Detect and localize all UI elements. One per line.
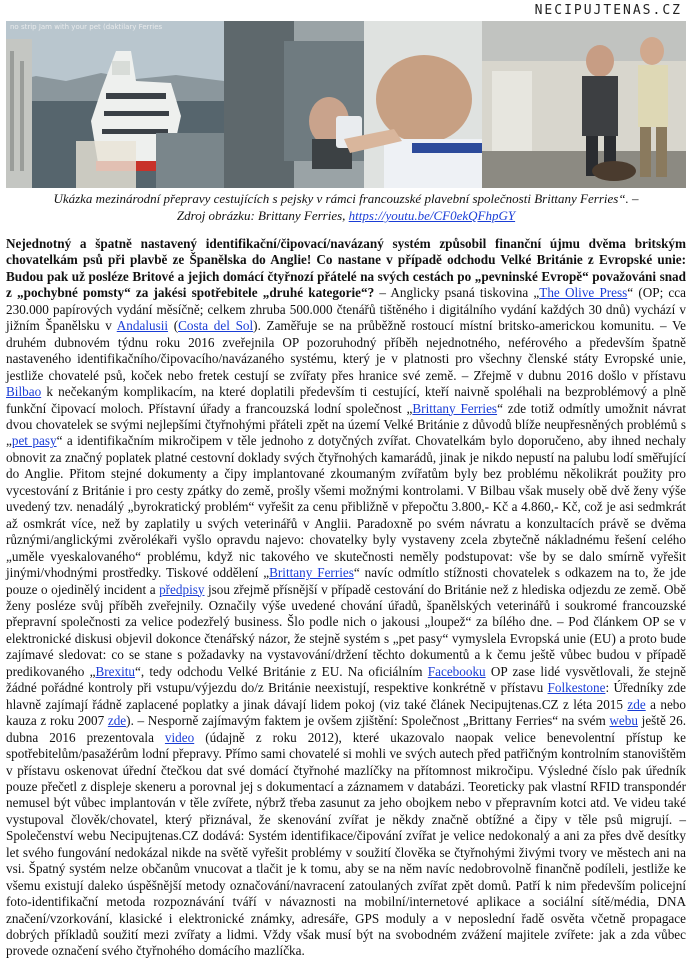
article-text: ). Zaměřuje se na průběžně rostoucí místní britsko-americkou komunitu. – Ve druhém dubnovém týdnu roku 2016 zveřejnila OP pozoruhodný příběh nejednotného, neférového a především špatně nastaveného identifikačního/čipovacího/navázaného systému, který je v platnosti pro všechny členské státy Evropské unie, jestliže chovatelé psů, koček nebo fretek cestují se zvířaty přes hranice své země. – Zřejmě v dubnu 2016 došlo v přístavu <box>6 318 686 383</box>
site-brand: NECIPUJTENAS.CZ <box>534 3 682 18</box>
passport-check-photo <box>224 21 482 188</box>
article-text: : Úředníky zde hlavně zajímají řádně zaplacené poplatky a jinak dávají lidem pokoj (viz také článek Necipujtenas.CZ z léta 2015 <box>6 680 686 712</box>
article-body <box>6 236 686 960</box>
passport-check-illustration <box>224 21 482 188</box>
brittany-ferries-link[interactable]: Brittany Ferries <box>412 400 498 416</box>
folkestone-link[interactable]: Folkestone <box>547 680 606 696</box>
brexit-link[interactable]: Brexitu <box>95 663 135 679</box>
caption-line: Ukázka mezinárodní přepravy cestujících s pejsky v rámci francouzské plavební společnosti Brittany Ferries“. – <box>53 191 639 206</box>
article-text: k nečekaným komplikacím, na které doplatili především ti cestující, kteří naivně spoléhali na bezproblémový a plně funkční čipovací moloch. Přístavní úřady a francouzská lodní společnost „ <box>6 384 686 416</box>
article-text: jsou zřejmě přísnější v případě cestování do Británie než z hlediska odjezdu ze země. Obě ženy posléze svůj příběh zveřejnily. Označily výše uvedené chování úřadů, španělských veterinářů i soukromé francouzské přepravní společnosti za velice podezřelý business. Šlo podle nich o jakousi „loupež“ za bílého dne. – Pod článkem OP se v elektronické diskusi objevil dokonce čtenářský názor, že stejně systém s „pet pasy“ vymyslela Evropská unie (EU) a proto bude zajímavé sledovat: co se stane s požadavky na vystavování/držení těchto dokumentů a k čemu ještě vůbec budou v případě predikovaného „ <box>6 581 686 679</box>
ferry-port-illustration <box>6 21 224 188</box>
article-text: – Anglicky psaná tiskovina „ <box>374 285 540 301</box>
article-text: ( <box>168 318 179 334</box>
costa-del-sol-link[interactable]: Costa del Sol <box>178 318 254 334</box>
article-text: ). – Nesporně zajímavým faktem je ovšem zjištění: Společnost „Brittany Ferries“ na svém <box>126 713 610 729</box>
article-text: “ a identifikačním mikročipem v těle jednoho z dotyčných zvířat. Chovatelkám bylo doporučeno, aby ihned nechaly obnovit za značný poplatek platné cestovní doklady svých čtyřnohých kamarádů, jinak je nikdo nepustí na palubu lodí směřující do Anglie. Přitom stejné dokumenty a čipy implantované zkoumaným zvířatům byly bez problému několikrát použity pro vycestování z Británie i pro cesty zpátky do země, prošly všemi možnými kontrolami. V Bilbau však musely obě dvě ženy výše uvedený tzv. nenadálý „byrokratický problém“ vyřešit za cenu přibližně v přepočtu 3.800,- Kč a 4.860,- Kč, což je asi sedmkrát až osmkrát více, než by zaplatily u svých veterinářů v Anglii. Paradoxně po svém návratu a konzultacích právě se dvěma různými/anglickými zvěrolékaři vyšlo opravdu najevo: chovatelky byly vystaveny zcela zbytečně nákladnému řešení celého „uměle vyeskalovaného“ problému, když nic takového ve skutečnosti neměly podstupovat: vše by se dalo smírně vyřešit jinými/vhodnými prostředky. Tiskové oddělení „ <box>6 433 686 581</box>
article-text: OP zase lidé vysvětlovali, že stejně žádné pořádné kontroly při vstupu/výjezdu do/z Británie neexistují, respektive konkrétně v přístavu <box>6 663 687 696</box>
bilbao-link[interactable]: Bilbao <box>6 384 42 400</box>
passengers-with-dog-photo <box>482 21 686 188</box>
video-overlay-text: no strip Jam with your pet (daktilary Ferries <box>10 23 163 31</box>
brittany-ferries-press-link[interactable]: Brittany Ferries <box>269 565 354 581</box>
article-text: (údajně z roku 2012), které ukazovalo naopak velice benevolentní přístup ke spotřebitelům/pasažérům lodní přepravy. Přímo sami chovatelé si mohli ve svých autech před patřičným kontrolním stanovištěm v přístavu oskenovat úřední čtečkou dat své domácí čtyřnohé mazlíčky na přítomnost mikročipu. Výsledné číslo pak úředník pouze přečetl z displeje skeneru a porovnal jej s dokumentací a záznamem v databázi. Teoreticky pak vlastní RFID transpondér nemusel být vůbec implantován v těle zvířete, nýbrž třeba zasunut za jeho obojkem nebo v přepravním kotci atd. Ve videu také vystupoval člověk/chovatel, který přiznával, že skenování zvířat je někdy značně obtížné a čipy v těle psů migrují. – Společenství webu Necipujtenas.CZ dodává: Systém identifikace/čipování zvířat je velice nedokonalý a ani za přes dvě desítky let svého fungování nedokázal nikde na světě vyřešit problémy v soužití člověka se čtyřnohými živými tvory ve městech ani na vsi. Špatný systém nelze občanům vnucovat a tlačit je k tomu, aby se na něm navíc nedobrovolně finančně podíleli, jestliže ke všemu existují daleko úspěšnější metody označování/navracení zatoulaných zvířat zpět domů. Patří k nim především policejní foto-identifikační metoda rozpoznávání tváří v návaznosti na mobilní/internetové aplikace a sociální sítě/média, DNA značení/vzorkování, klasické i elektronické známky, adresáře, GPS moduly a v neposlední řadě osvěta včetně propagace dobrých příkladů soužití mezi zvířaty a lidmi. Vždy však musí být na svobodném zvážení majitele zvířete: jak a zda vůbec provede označení svého čtyřnohého domácího mazlíčka. <box>6 729 686 959</box>
passengers-with-dog-illustration <box>482 21 686 188</box>
video-link[interactable]: video <box>164 729 195 745</box>
hero-image <box>6 21 686 188</box>
article-text: ještě 26. dubna 2016 prezentovala <box>6 713 686 745</box>
olive-press-link[interactable]: The Olive Press <box>539 285 628 301</box>
facebook-link[interactable]: Facebooku <box>427 663 486 679</box>
article-text: “, tedy odchodu Velké Británie z EU. Na oficiálním <box>135 663 428 679</box>
zde-2015-link[interactable]: zde <box>627 696 646 712</box>
pet-pasy-link[interactable]: pet pasy <box>11 433 57 449</box>
article-text: “ navíc odmítlo stížnosti chovatelek s odkazem na to, že jde pouze o ojedinělý incident a <box>6 565 686 597</box>
caption-source <box>6 207 686 224</box>
image-caption <box>6 190 686 224</box>
caption-source-prefix: Zdroj obrázku: Brittany Ferries, <box>176 208 349 223</box>
andalusie-link[interactable]: Andalusii <box>116 318 169 334</box>
predpisy-link[interactable]: předpisy <box>159 581 205 597</box>
article-lead: Nejednotný a špatně nastavený identifikační/čipovací/navázaný systém způsobil finanční újmu dvěma britským chovatelkám psů při plavbě ze Španělska do Anglie! Co nastane v případě odchodu Velké Británie z Evropské unie: Budou pak už posléze Britové a jejich domácí čtyřnozí přátelé na svých cestách po „pevninské Evropě“ považováni snad z „pochybné pomsty“ za jakési spotřebitele „druhé kategorie“? <box>6 236 686 301</box>
web-link[interactable]: webu <box>609 713 638 729</box>
ferry-port-photo <box>6 21 224 188</box>
source-video-link[interactable]: https://youtu.be/CF0ekQFhpGY <box>348 208 516 223</box>
article-text: “ (OP; cca 230.000 papírových vydání měsíčně; celkem zhruba 500.000 čtenářů tištěného i digitálního vydání každých 30 dnů) vychází v jižním Španělsku v <box>6 285 686 334</box>
article-text: a nebo kauza z roku 2007 <box>6 696 686 729</box>
zde-2007-link[interactable]: zde <box>107 713 127 729</box>
article-text: “ zde totiž odmítly umožnit návrat dvou chovatelek se svými nejlepšími čtyřnohými přáteli zpět na území Velké Británie z důvodů blíže neupřesněných problémů s „ <box>6 400 687 449</box>
